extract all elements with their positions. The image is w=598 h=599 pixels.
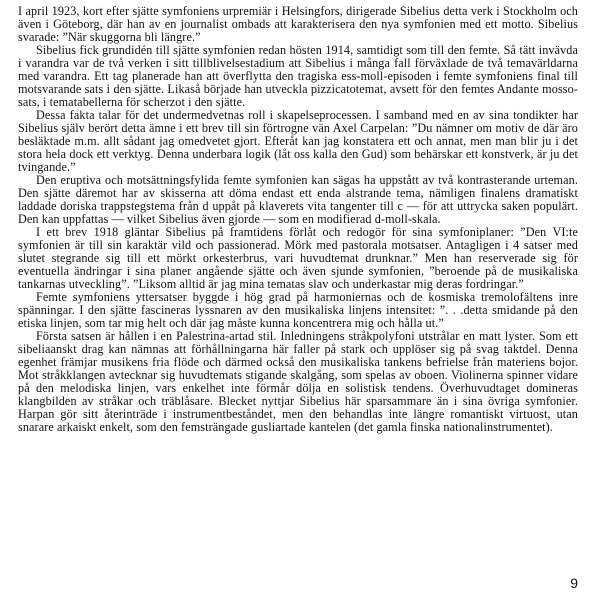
- page-number: 9: [570, 575, 578, 591]
- paragraph: Första satsen är hållen i en Palestrina-artad stil. Inledningens stråkpolyfoni utstrålar en matt lyster. Som ett sibeliaanskt drag kan nämnas att förhållningarna här faller på stark och upplöser sig på svag taktdel. Denna egenhet främjar musikens fria flöde och därmed också den musikaliska tankens befrielse från materiens bojor. Mot stråkklangen avtecknar sig huvudtemats stigande skalgång, som spelas av oboen. Violinerna spinner vidare på den melodiska linjen, vars enkelhet inte förmår dölja en solistisk tendens. Överhuvudtaget domineras klangbilden av stråkar och träblåsare. Blecket nyttjar Sibelius här sparsammare än i sina övriga symfonier. Harpan gör sitt återinträde i instrumentbeståndet, men den behandlas inte längre romantiskt virtuost, utan snarare arkaiskt enkelt, som den femsträngade gusliartade kantelen (det gamla finska nationalinstrumentet).: [18, 329, 578, 434]
- paragraph: I ett brev 1918 gläntar Sibelius på framtidens förlåt och redogör för sina symfoniplaner: ”Den VI:te symfonien är till sin karaktär vild och passionerad. Mörk med pastorala motsatser. Antagligen i 4 satser med slutet stegrande sig till ett mörkt orkesterbrus, vari huvudtemat drunknar.” Men han reserverade sig för eventuella ändringar i sina planer angående sjätte och även sjunde symfonien, ”beroende på de musikaliska tankarnas utveckling”. ”Liksom alltid är jag mina tematas slav och underkastar mig deras fordringar.”: [18, 225, 578, 291]
- paragraph: I april 1923, kort efter sjätte symfoniens urpremiär i Helsingfors, dirigerade Sibelius detta verk i Stockholm och även i Göteborg, där han av en journalist ombads att karakterisera den nya symfonien med ett motto. Sibelius svarade: ”När skuggorna bli längre.”: [18, 4, 578, 44]
- paragraph: Femte symfoniens yttersatser byggde i hög grad på harmoniernas och de kosmiska tremolofältens inre spänningar. I den sjätte fascineras lyssnaren av den musikaliska linjens intensitet: ”. . .detta smidande på den etiska linjen, som tar mig helt och där jag måste kunna koncentrera mig och hålla ut.”: [18, 290, 578, 330]
- body-text: [18, 5, 578, 434]
- paragraph: Den eruptiva och motsättningsfylida femte symfonien kan sägas ha uppstått av två kontrasterande urteman. Den sjätte däremot har av skisserna att döma endast ett enda alstrande tema, nämligen finalens dramatiskt laddade doriska trappstegstema från d uppåt på klaverets vita tangenter till c — för att uttrycka saken populärt. Den kan uppfattas — vilket Sibelius även gjorde — som en modifierad d-moll-skala.: [18, 173, 578, 226]
- paragraph: Dessa fakta talar för det undermedvetnas roll i skapelseprocessen. I samband med en av sina tondikter har Sibelius själv berört detta ämne i ett brev till sin förtrogne vän Axel Carpelan: ”Du nämner om motiv de där äro besläktade m.m. allt sådant jag omedvetet gjort. Efteråt kan jag konstatera ett och annat, men man blir ju i det stora hela dock ett verktyg. Denna underbara logik (låt oss kalla den Gud) som behärskar ett konstverk, är ju det tvingande.”: [18, 108, 578, 174]
- paragraph: Sibelius fick grundidén till sjätte symfonien redan hösten 1914, samtidigt som till den femte. Så tätt invävda i varandra var de två verken i sitt tillblivelsestadium att Sibelius i många fall förväxlade de två temavärldarna med varandra. Ett tag planerade han att överflytta den tragiska ess-moll-episoden i femte symfoniens final till motsvarande sats i den sjätte. Likaså började han utveckla pizzicatotemat, avsett för den femtes Andante mosso-sats, i tematabellerna för scherzot i den sjätte.: [18, 43, 578, 109]
